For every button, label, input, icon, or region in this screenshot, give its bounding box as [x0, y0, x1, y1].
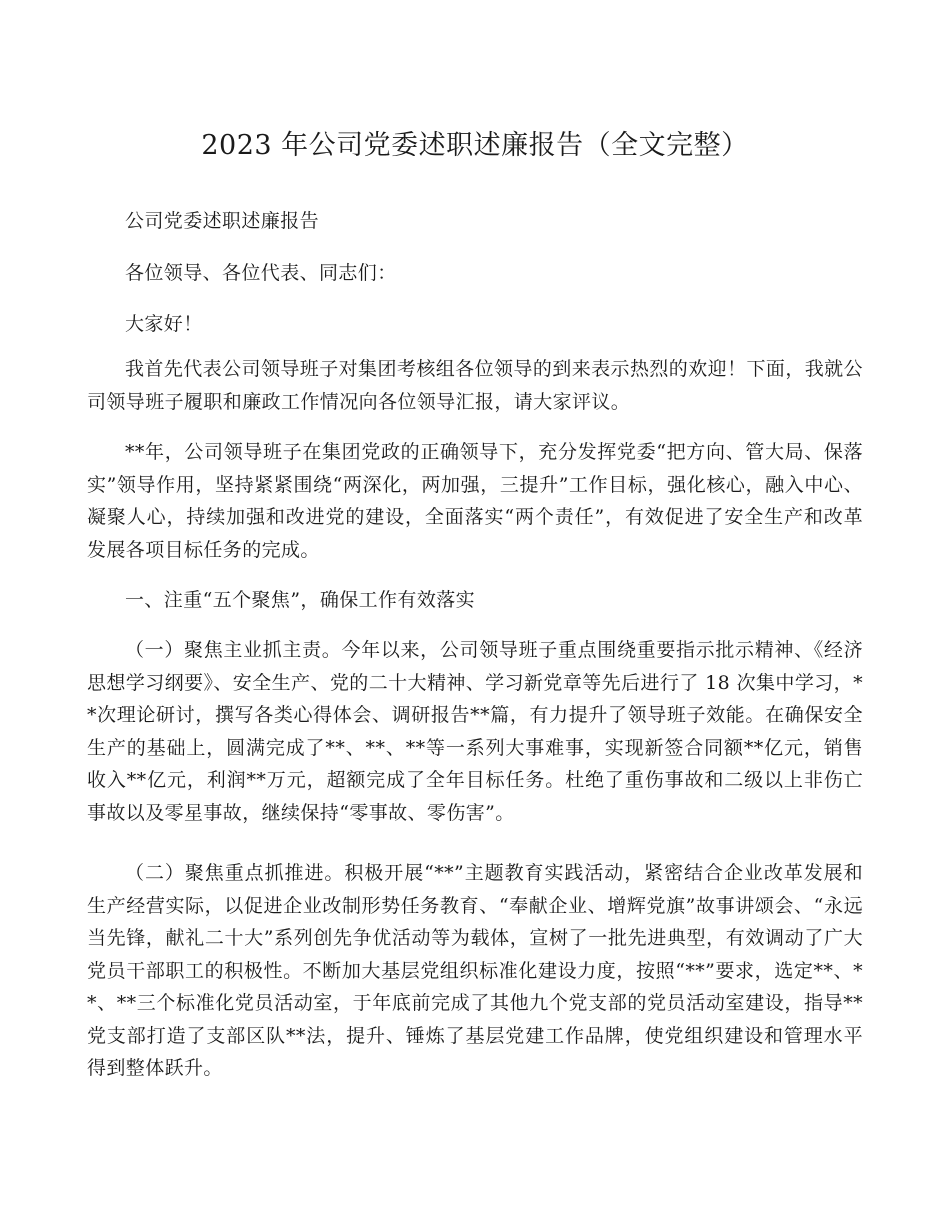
paragraph-focus-main-duty: （一）聚焦主业抓主责。今年以来，公司领导班子重点围绕重要指示批示精神、《经济思想学习纲要》、安全生产、党的二十大精神、学习新党章等先后进行了 18 次集中学习，**次理论研讨，撰写各类心得体会、调研报告**篇，有力提升了领导班子效能。在确保安全生产的基础上，圆满完成了**、**、**等一系列大事难事，实现新签合同额**亿元，销售收入**亿元，利润**万元，超额完成了全年目标任务。杜绝了重伤事故和二级以上非伤亡事故以及零星事故，继续保持“零事故、零伤害”。 [87, 639, 863, 824]
paragraph-opening: 我首先代表公司领导班子对集团考核组各位领导的到来表示热烈的欢迎！下面，我就公司领导班子履职和廉政工作情况向各位领导汇报，请大家评议。 [87, 358, 863, 413]
section-heading-1: 一、注重“五个聚焦”，确保工作有效落实 [125, 589, 476, 611]
paragraph-focus-key-tasks: （二）聚焦重点抓推进。积极开展“**”主题教育实践活动，紧密结合企业改革发展和生产经营实际，以促进企业改制形势任务教育、“奉献企业、增辉党旗”故事讲颂会、“永远当先锋，献礼二十大”系列创先争优活动等为载体，宣树了一批先进典型，有效调动了广大党员干部职工的积极性。不断加大基层党组织标准化建设力度，按照“**”要求，选定**、**、**三个标准化党员活动室，于年底前完成了其他九个党支部的党员活动室建设，指导**党支部打造了支部区队**法，提升、锤炼了基层党建工作品牌，使党组织建设和管理水平得到整体跃升。 [87, 862, 863, 1079]
salutation: 各位领导、各位代表、同志们： [125, 262, 397, 284]
document-title: 2023 年公司党委述职述廉报告（全文完整） [201, 130, 749, 161]
paragraph-overview: **年，公司领导班子在集团党政的正确领导下，充分发挥党委“把方向、管大局、保落实”领导作用，坚持紧紧围绕“两深化，两加强，三提升”工作目标，强化核心，融入中心、凝聚人心，持续加强和改进党的建设，全面落实“两个责任”，有效促进了安全生产和改革发展各项目标任务的完成。 [87, 441, 863, 561]
report-subtitle: 公司党委述职述廉报告 [125, 210, 320, 232]
greeting: 大家好！ [125, 313, 203, 335]
